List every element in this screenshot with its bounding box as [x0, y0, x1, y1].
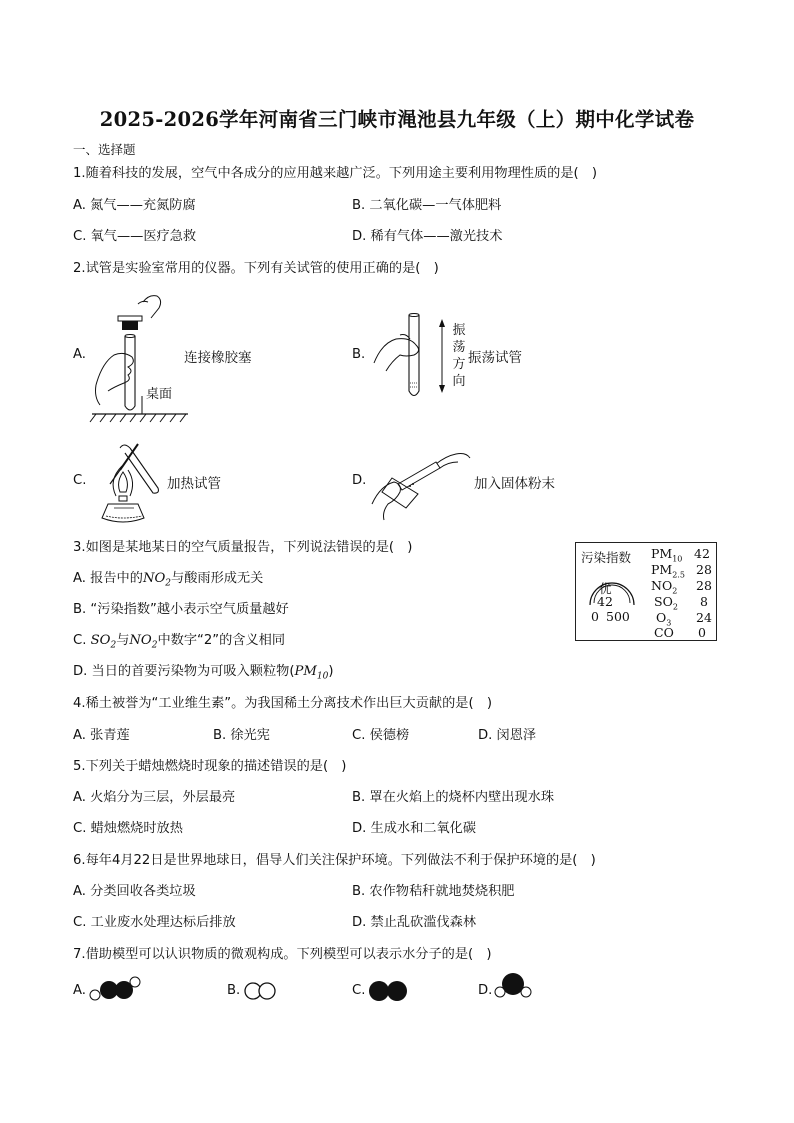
- molecule-model-c-icon: [368, 979, 412, 1003]
- test-tube-shaking-illustration: [372, 313, 452, 405]
- gauge-max: 500: [606, 609, 630, 624]
- shake-direction-label: 振荡方向: [452, 323, 466, 389]
- q2-option-d[interactable]: D.: [352, 473, 367, 488]
- report-row-value: 42: [694, 546, 710, 561]
- formula-pm10: $PM_{10}$: [294, 664, 329, 682]
- q1-option-c[interactable]: C. 氧气——医疗急救: [73, 229, 197, 244]
- q7-option-d[interactable]: D.: [478, 983, 493, 998]
- q7-option-b[interactable]: B.: [227, 983, 241, 998]
- q3-option-a-prefix: A. 报告中的: [73, 571, 143, 586]
- question-7-stem: 7.借助模型可以认识物质的微观构成。下列模型可以表示水分子的是( ): [73, 947, 492, 962]
- molecule-model-a-icon: [88, 975, 140, 1005]
- q4-option-d[interactable]: D. 闵恩泽: [478, 728, 537, 743]
- q6-option-d[interactable]: D. 禁止乱砍滥伐森林: [352, 915, 477, 930]
- table-surface-label: 桌面: [146, 387, 173, 402]
- q5-option-b[interactable]: B. 罩在火焰上的烧杯内壁出现水珠: [352, 790, 555, 805]
- gauge-min: 0: [591, 609, 599, 624]
- q3-option-c[interactable]: C. $SO_2$与$NO_2$中数字“2”的含义相同: [73, 633, 286, 651]
- q3-option-b[interactable]: B. “污染指数”越小表示空气质量越好: [73, 602, 289, 617]
- q6-option-b[interactable]: B. 农作物秸秆就地焚烧积肥: [352, 884, 515, 899]
- q5-option-c[interactable]: C. 蜡烛燃烧时放热: [73, 821, 183, 836]
- report-row-value: 28: [696, 562, 712, 577]
- q2-caption-d: 加入固体粉末: [474, 476, 555, 492]
- report-row-name: CO: [654, 625, 674, 640]
- adding-powder-illustration: [370, 444, 475, 522]
- air-quality-report: [575, 542, 717, 641]
- question-5-stem: 5.下列关于蜡烛燃烧时现象的描述错误的是( ): [73, 759, 347, 774]
- report-row-value: 0: [698, 625, 706, 640]
- q2-option-c[interactable]: C.: [73, 473, 87, 488]
- q3-option-a[interactable]: [73, 570, 263, 593]
- q2-option-a[interactable]: A.: [73, 347, 86, 362]
- question-6-stem: 6.每年4月22日是世界地球日，倡导人们关注保护环境。下列做法不利于保护环境的是( ): [73, 853, 596, 868]
- gauge-value: 42: [597, 594, 613, 609]
- q7-option-c[interactable]: C.: [352, 983, 366, 998]
- formula-no2: $NO_2$: [142, 571, 172, 589]
- page-title: 2025-2026学年河南省三门峡市渑池县九年级（上）期中化学试卷: [99, 108, 695, 131]
- question-4-stem: 4.稀土被誉为“工业维生素”。为我国稀土分离技术作出巨大贡献的是( ): [73, 696, 492, 711]
- q2-caption-c: 加热试管: [167, 476, 221, 492]
- report-row-value: 8: [700, 594, 708, 609]
- q4-option-a[interactable]: A. 张青莲: [73, 728, 130, 743]
- report-row-value: 24: [696, 610, 712, 625]
- q1-option-a[interactable]: A. 氮气——充氮防腐: [73, 198, 196, 213]
- molecule-model-b-icon: [244, 980, 278, 1002]
- section-heading: 一、选择题: [73, 142, 136, 157]
- report-row-name: $PM_{2.5}$: [651, 562, 685, 580]
- q1-option-b[interactable]: B. 二氧化碳—一气体肥料: [352, 198, 502, 213]
- q6-option-c[interactable]: C. 工业废水处理达标后排放: [73, 915, 236, 930]
- gauge-grade: 优: [599, 581, 612, 596]
- q1-option-d[interactable]: D. 稀有气体——激光技术: [352, 229, 503, 244]
- report-row-name: $PM_{10}$: [651, 546, 683, 564]
- formula-so2: $SO_2$: [90, 633, 117, 651]
- q3-option-d[interactable]: D. 当日的首要污染物为可吸入颗粒物$(PM_{10})$: [73, 664, 334, 682]
- q5-option-a[interactable]: A. 火焰分为三层，外层最亮: [73, 790, 236, 805]
- molecule-model-d-icon: [494, 970, 532, 1004]
- question-3-stem: 3.如图是某地某日的空气质量报告，下列说法错误的是( ): [73, 540, 413, 555]
- question-1-stem: 1.随着科技的发展，空气中各成分的应用越来越广泛。下列用途主要利用物理性质的是( ): [73, 166, 597, 181]
- report-row-name: $SO_2$: [654, 594, 678, 612]
- q7-option-a[interactable]: A.: [73, 983, 86, 998]
- report-row-name: $NO_2$: [651, 578, 678, 596]
- q4-option-b[interactable]: B. 徐光宪: [213, 728, 270, 743]
- test-tube-stopper-illustration: [88, 290, 188, 428]
- question-2-stem: 2.试管是实验室常用的仪器。下列有关试管的使用正确的是( ): [73, 261, 439, 276]
- q6-option-a[interactable]: A. 分类回收各类垃圾: [73, 884, 196, 899]
- report-row-value: 28: [696, 578, 712, 593]
- q2-caption-a: 连接橡胶塞: [184, 350, 252, 366]
- report-heading: 污染指数: [581, 550, 632, 565]
- q4-option-c[interactable]: C. 侯德榜: [352, 728, 410, 743]
- q5-option-d[interactable]: D. 生成水和二氧化碳: [352, 821, 477, 836]
- heating-test-tube-illustration: [90, 440, 165, 525]
- q2-option-b[interactable]: B.: [352, 347, 366, 362]
- q2-caption-b: 振荡试管: [468, 350, 522, 366]
- q3-option-a-suffix: 与酸雨形成无关: [171, 571, 264, 586]
- formula-no2: $NO_2$: [129, 633, 158, 651]
- report-row-name: $O_3$: [656, 610, 672, 628]
